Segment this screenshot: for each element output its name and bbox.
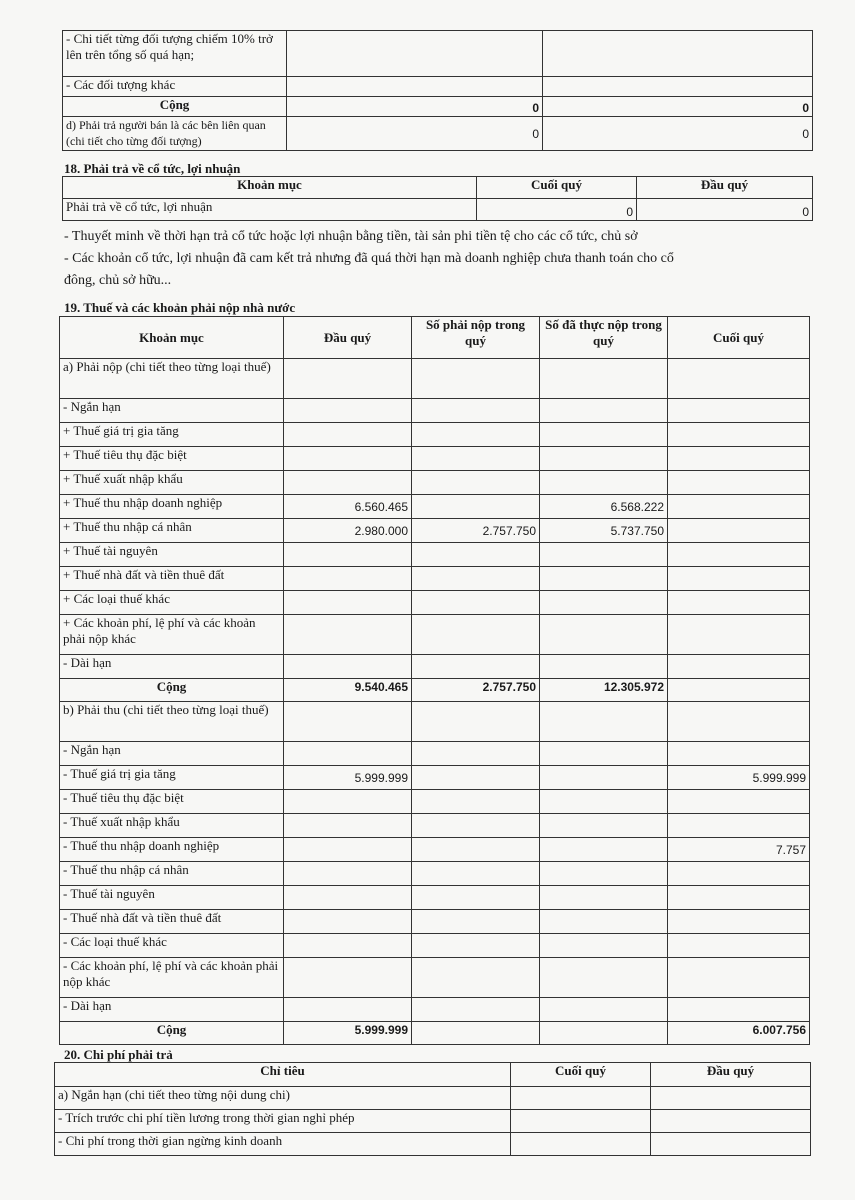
cell-value <box>540 998 668 1022</box>
table-row <box>60 447 810 471</box>
cell-value <box>540 814 668 838</box>
cell-value <box>511 1110 651 1133</box>
cell-value <box>412 471 540 495</box>
table-row <box>63 97 813 117</box>
cell-value <box>668 519 810 543</box>
table-header-row <box>63 177 813 199</box>
cell-value <box>412 702 540 742</box>
cell-value: 7.757 <box>668 838 810 862</box>
table-row <box>60 766 810 790</box>
cell-value: 5.999.999 <box>668 766 810 790</box>
row-label: - Thuế tiêu thụ đặc biệt <box>60 790 284 814</box>
header-end-quarter: Cuối quý <box>477 177 637 199</box>
table-row <box>60 359 810 399</box>
row-label: + Thuế giá trị gia tăng <box>60 423 284 447</box>
cell-value <box>284 910 412 934</box>
dividend-note-1: - Thuyết minh về thời hạn trả cổ tức hoặc lợi nhuận bằng tiền, tài sản phi tiền tệ cho các cổ tức, chủ sở <box>64 229 638 244</box>
cell-value <box>284 471 412 495</box>
row-label: - Thuế nhà đất và tiền thuê đất <box>60 910 284 934</box>
cell-value <box>540 742 668 766</box>
cell-value <box>668 447 810 471</box>
row-label: - Trích trước chi phí tiền lương trong thời gian nghỉ phép <box>55 1110 511 1133</box>
cell-value <box>668 702 810 742</box>
total-label: Cộng <box>60 1022 284 1045</box>
cell-value <box>540 655 668 679</box>
cell-value: 0 <box>477 199 637 221</box>
table-row <box>60 655 810 679</box>
table-row <box>60 591 810 615</box>
table-row <box>60 543 810 567</box>
row-label: a) Ngắn hạn (chi tiết theo từng nội dung chi) <box>55 1087 511 1110</box>
table-row <box>63 199 813 221</box>
cell-value: 0 <box>637 199 813 221</box>
cell-value <box>412 766 540 790</box>
cell-value <box>540 766 668 790</box>
cell-value <box>412 447 540 471</box>
header-item: Khoản mục <box>63 177 477 199</box>
table-row <box>55 1133 811 1156</box>
cell-value <box>284 655 412 679</box>
cell-value <box>412 934 540 958</box>
row-label: a) Phải nộp (chi tiết theo từng loại thuế) <box>60 359 284 399</box>
taxes-payable-table <box>59 316 810 1045</box>
cell-value: 5.999.999 <box>284 766 412 790</box>
cell-value <box>412 814 540 838</box>
cell-value <box>284 567 412 591</box>
total-label: Cộng <box>63 97 287 117</box>
cell-value: 6.568.222 <box>540 495 668 519</box>
cell-value <box>668 998 810 1022</box>
section-19-title: 19. Thuế và các khoản phải nộp nhà nước <box>64 300 296 315</box>
row-label: - Thuế xuất nhập khẩu <box>60 814 284 838</box>
row-label: b) Phải thu (chi tiết theo từng loại thuế) <box>60 702 284 742</box>
cell-value <box>540 543 668 567</box>
section-18-title: 18. Phải trả về cổ tức, lợi nhuận <box>64 161 241 176</box>
row-label: Phải trả về cổ tức, lợi nhuận <box>63 199 477 221</box>
cell-value <box>284 814 412 838</box>
total-label: Cộng <box>60 679 284 702</box>
row-label: - Các khoản phí, lệ phí và các khoản phải nộp khác <box>60 958 284 998</box>
table-row <box>55 1087 811 1110</box>
total-value: 0 <box>543 97 813 117</box>
table-row <box>60 742 810 766</box>
table-header-row <box>55 1063 811 1087</box>
cell-value <box>540 359 668 399</box>
cell-value <box>412 591 540 615</box>
cell-value <box>668 790 810 814</box>
row-label: - Ngắn hạn <box>60 742 284 766</box>
row-label: + Thuế nhà đất và tiền thuê đất <box>60 567 284 591</box>
cell-value <box>540 399 668 423</box>
cell-value <box>284 838 412 862</box>
row-label: + Thuế tài nguyên <box>60 543 284 567</box>
cell-value <box>540 471 668 495</box>
cell-value <box>284 423 412 447</box>
dividend-note-3: đông, chủ sở hữu... <box>64 273 172 288</box>
header-item: Chỉ tiêu <box>55 1063 511 1087</box>
cell-value <box>511 1087 651 1110</box>
cell-value <box>412 399 540 423</box>
header-end-quarter: Cuối quý <box>668 317 810 359</box>
cell-value <box>284 543 412 567</box>
cell-value <box>540 423 668 447</box>
dividend-note-2: - Các khoản cổ tức, lợi nhuận đã cam kết trả nhưng đã quá thời hạn mà doanh nghiệp chưa thanh toán cho cổ <box>64 251 674 266</box>
total-value: 6.007.756 <box>668 1022 810 1045</box>
total-value: 2.757.750 <box>412 679 540 702</box>
cell-value <box>668 591 810 615</box>
cell-value <box>540 447 668 471</box>
cell-value <box>284 958 412 998</box>
cell-value <box>651 1133 811 1156</box>
cell-value <box>284 742 412 766</box>
cell-value <box>540 790 668 814</box>
cell-value <box>668 359 810 399</box>
table-row <box>60 471 810 495</box>
table-row <box>63 31 813 77</box>
header-begin-quarter: Đầu quý <box>637 177 813 199</box>
cell-value <box>284 998 412 1022</box>
cell-value: 5.737.750 <box>540 519 668 543</box>
table-row <box>60 615 810 655</box>
table-row <box>63 77 813 97</box>
cell-value <box>668 958 810 998</box>
cell-value: 2.757.750 <box>412 519 540 543</box>
section-20-title: 20. Chi phí phải trả <box>64 1047 173 1062</box>
cell-value: 0 <box>543 117 813 151</box>
header-item: Khoản mục <box>60 317 284 359</box>
total-value: 0 <box>287 97 543 117</box>
table-row <box>60 886 810 910</box>
cell-value <box>651 1110 811 1133</box>
cell-value <box>668 543 810 567</box>
total-value: 12.305.972 <box>540 679 668 702</box>
header-begin-quarter: Đầu quý <box>651 1063 811 1087</box>
table-row <box>60 958 810 998</box>
cell-value <box>540 838 668 862</box>
cell-value <box>668 742 810 766</box>
table-row <box>60 679 810 702</box>
cell-value <box>668 423 810 447</box>
row-label: - Thuế thu nhập doanh nghiệp <box>60 838 284 862</box>
table-row <box>60 423 810 447</box>
cell-value <box>540 958 668 998</box>
table-row <box>60 910 810 934</box>
table-row <box>63 117 813 151</box>
table-row <box>60 790 810 814</box>
table-row <box>60 519 810 543</box>
table-row <box>60 934 810 958</box>
cell-value <box>668 567 810 591</box>
row-label: + Thuế thu nhập cá nhân <box>60 519 284 543</box>
row-label: + Các khoản phí, lệ phí và các khoản phải nộp khác <box>60 615 284 655</box>
cell-value <box>412 910 540 934</box>
cell-value <box>412 998 540 1022</box>
cell-value <box>412 423 540 447</box>
cell-value <box>668 471 810 495</box>
table-row <box>60 495 810 519</box>
table-row <box>55 1110 811 1133</box>
cell-value <box>668 814 810 838</box>
row-label: - Dài hạn <box>60 998 284 1022</box>
cell-value <box>412 543 540 567</box>
cell-value <box>651 1087 811 1110</box>
table-row <box>60 567 810 591</box>
table-row <box>60 862 810 886</box>
cell-value <box>284 615 412 655</box>
cell-value <box>540 886 668 910</box>
row-label: - Chi tiết từng đối tượng chiếm 10% trở lên trên tổng số quá hạn; <box>63 31 287 77</box>
cell-value <box>412 958 540 998</box>
cell-value: 2.980.000 <box>284 519 412 543</box>
header-begin-quarter: Đầu quý <box>284 317 412 359</box>
cell-value <box>412 790 540 814</box>
dividends-payable-table <box>62 176 813 221</box>
row-label: - Dài hạn <box>60 655 284 679</box>
cell-value <box>284 702 412 742</box>
cell-value <box>412 862 540 886</box>
row-label: - Thuế thu nhập cá nhân <box>60 862 284 886</box>
row-label: - Các đối tượng khác <box>63 77 287 97</box>
cell-value <box>412 886 540 910</box>
row-label: - Thuế tài nguyên <box>60 886 284 910</box>
total-value <box>668 679 810 702</box>
cell-value <box>668 934 810 958</box>
cell-value <box>540 567 668 591</box>
cell-value <box>668 399 810 423</box>
cell-value <box>284 934 412 958</box>
row-label: + Thuế xuất nhập khẩu <box>60 471 284 495</box>
cell-value <box>284 447 412 471</box>
cell-value <box>284 790 412 814</box>
table-row <box>60 998 810 1022</box>
total-value <box>412 1022 540 1045</box>
cell-value <box>412 838 540 862</box>
cell-value <box>412 615 540 655</box>
row-label: + Các loại thuế khác <box>60 591 284 615</box>
total-value <box>540 1022 668 1045</box>
cell-value <box>540 862 668 886</box>
table-header-row <box>60 317 810 359</box>
row-label: - Ngắn hạn <box>60 399 284 423</box>
cell-value <box>668 886 810 910</box>
table-row <box>60 399 810 423</box>
row-label: - Chi phí trong thời gian ngừng kinh doanh <box>55 1133 511 1156</box>
row-label: - Thuế giá trị gia tăng <box>60 766 284 790</box>
cell-value <box>284 399 412 423</box>
row-label: - Các loại thuế khác <box>60 934 284 958</box>
total-value: 5.999.999 <box>284 1022 412 1045</box>
cell-value <box>540 934 668 958</box>
cell-value <box>412 359 540 399</box>
cell-value: 6.560.465 <box>284 495 412 519</box>
table-row <box>60 814 810 838</box>
cell-value <box>668 862 810 886</box>
row-label: + Thuế tiêu thụ đặc biệt <box>60 447 284 471</box>
cell-value <box>412 567 540 591</box>
total-value: 9.540.465 <box>284 679 412 702</box>
header-paid: Số đã thực nộp trong quý <box>540 317 668 359</box>
cell-value <box>668 655 810 679</box>
cell-value <box>668 495 810 519</box>
cell-value <box>412 655 540 679</box>
header-payable: Số phải nộp trong quý <box>412 317 540 359</box>
cell-value <box>540 615 668 655</box>
row-label: d) Phải trả người bán là các bên liên quan (chi tiết cho từng đối tượng) <box>63 117 287 151</box>
cell-value <box>284 862 412 886</box>
table-row <box>60 1022 810 1045</box>
accrued-expenses-table <box>54 1062 811 1156</box>
cell-value: 0 <box>287 117 543 151</box>
cell-value <box>284 886 412 910</box>
table-row <box>60 838 810 862</box>
cell-value <box>668 910 810 934</box>
cell-value <box>284 359 412 399</box>
cell-value <box>284 591 412 615</box>
row-label: + Thuế thu nhập doanh nghiệp <box>60 495 284 519</box>
cell-value <box>412 495 540 519</box>
cell-value <box>668 615 810 655</box>
table-row <box>60 702 810 742</box>
header-end-quarter: Cuối quý <box>511 1063 651 1087</box>
cell-value <box>540 910 668 934</box>
cell-value <box>511 1133 651 1156</box>
cell-value <box>540 591 668 615</box>
payables-overdue-table <box>62 30 813 151</box>
cell-value <box>540 702 668 742</box>
cell-value <box>412 742 540 766</box>
